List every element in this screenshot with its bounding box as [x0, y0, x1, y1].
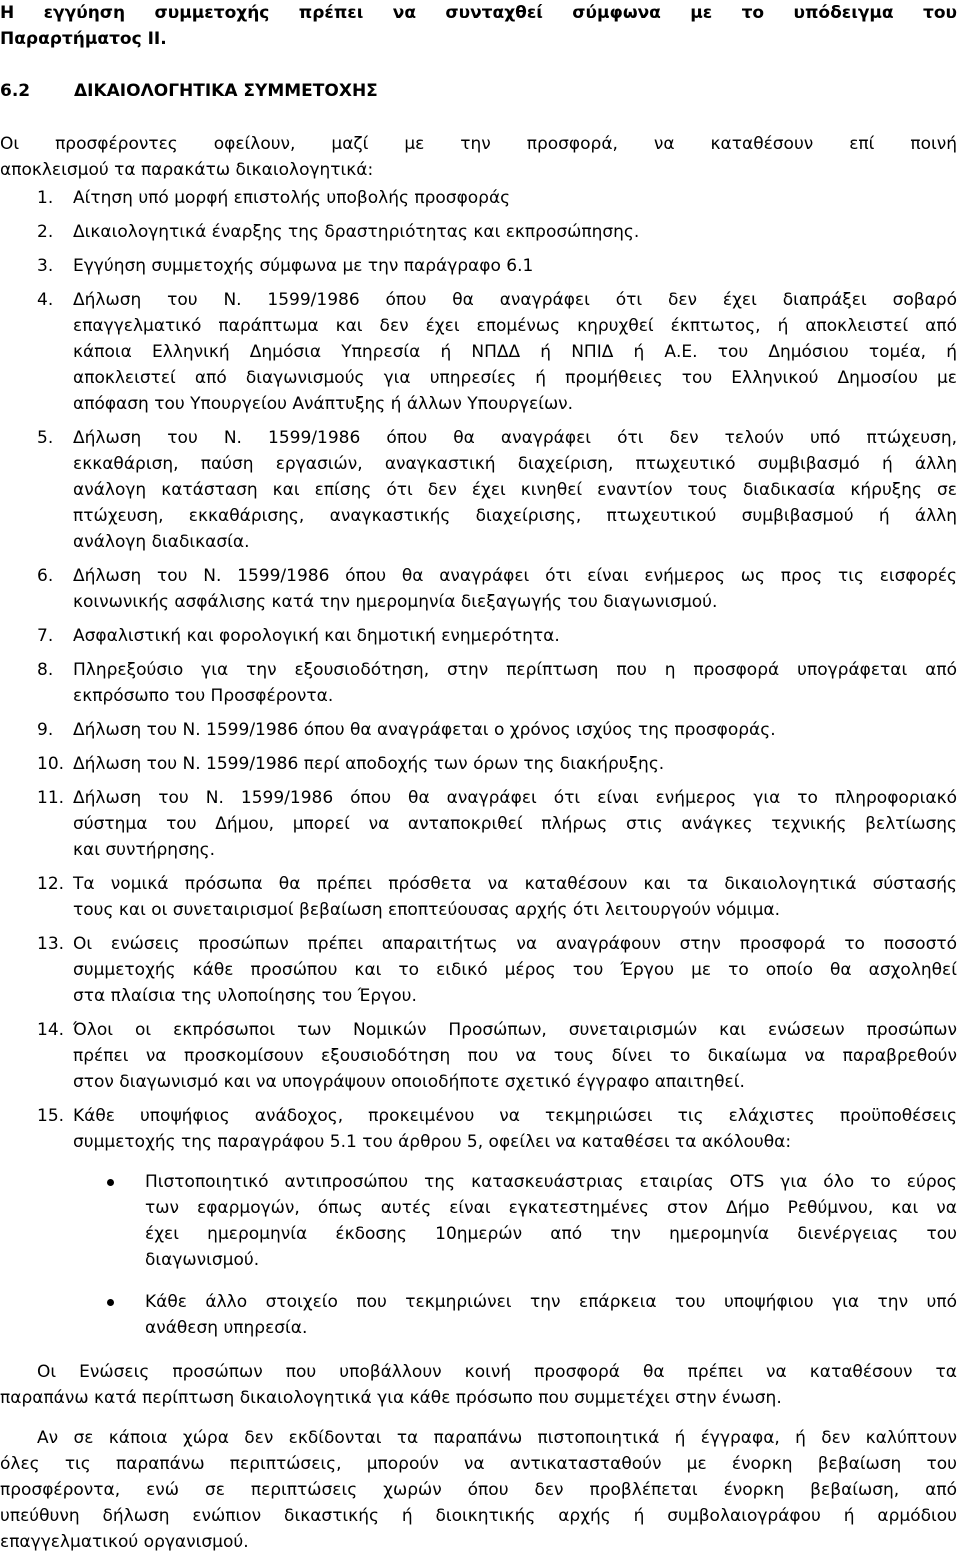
list-item-text: Εγγύηση συμμετοχής σύμφωνα με την παράγραφο 6.1 [73, 256, 534, 276]
closing-paragraph-line: παραπάνω κατά περίπτωση δικαιολογητικά για κάθε πρόσωπο που συμμετέχει στην ένωση. [0, 1388, 782, 1408]
list-item-text: Δήλωση του Ν. 1599/1986 όπου θα αναγράφει ότι δεν έχει διαπράξει σοβαρό [73, 290, 957, 310]
closing-paragraph-line: Αν σε κάποια χώρα δεν εκδίδονται τα παραπάνω πιστοποιητικά ή έγγραφα, ή δεν καλύπτουν [37, 1428, 957, 1448]
list-item-number: 2. [37, 222, 54, 242]
list-item-text: σύστημα του Δήμου, μπορεί να ανταποκριθεί πλήρως στις ανάγκες τεχνικής βελτίωσης [73, 814, 957, 834]
closing-paragraph-line: όλες τις παραπάνω περιπτώσεις, μπορούν να αντικατασταθούν με ένορκη βεβαίωση του [0, 1454, 957, 1474]
bullet-item-text: διαγωνισμού. [145, 1250, 260, 1270]
list-item-number: 7. [37, 626, 54, 646]
bullet-dot-icon [107, 1299, 114, 1306]
lead-line-2: αποκλεισμού τα παρακάτω δικαιολογητικά: [0, 160, 374, 180]
closing-paragraph-line: υπεύθυνη δήλωση ενώπιον δικαστικής ή διοικητικής αρχής ή συμβολαιογράφου ή αρμόδιου [0, 1506, 957, 1526]
list-item-text: ανάλογη διαδικασία. [73, 532, 250, 552]
list-item-text: τους και οι συνεταιρισμοί βεβαίωση εποπτεύουσας αρχής ότι λειτουργούν νόμιμα. [73, 900, 781, 920]
list-item-text: εκπρόσωπο του Προσφέροντα. [73, 686, 334, 706]
intro-line-2: Παραρτήματος ΙΙ. [0, 29, 167, 49]
list-item-number: 3. [37, 256, 54, 276]
list-item-text: πτώχευση, εκκαθάρισης, αναγκαστικής διαχείρισης, πτωχευτικού συμβιβασμού ή άλλη [73, 506, 957, 526]
list-item-text: Δήλωση του Ν. 1599/1986 όπου θα αναγράφει ότι είναι ενήμερος για το πληροφοριακό [73, 788, 957, 808]
list-item-number: 8. [37, 660, 54, 680]
list-item-number: 6. [37, 566, 54, 586]
list-item-text: Ασφαλιστική και φορολογική και δημοτική ενημερότητα. [73, 626, 560, 646]
closing-paragraph-line: προσφέροντα, ενώ σε περιπτώσεις χωρών όπου δεν προβλέπεται ένορκη βεβαίωση, από [0, 1480, 957, 1500]
list-item-number: 10. [37, 754, 65, 774]
section-title: ΔΙΚΑΙΟΛΟΓΗΤΙΚΑ ΣΥΜΜΕΤΟΧΗΣ [74, 81, 378, 101]
list-item-text: Δήλωση του Ν. 1599/1986 όπου θα αναγράφει ότι δεν τελούν υπό πτώχευση, [73, 428, 957, 448]
closing-paragraph-line: Οι Ενώσεις προσώπων που υποβάλλουν κοινή προσφορά θα πρέπει να καταθέσουν τα [37, 1362, 957, 1382]
bullet-item-text: των εφαρμογών, όπως αυτές είναι εγκατεστημένες στον Δήμο Ρεθύμνου, και να [145, 1198, 957, 1218]
list-item-text: συμμετοχής της παραγράφου 5.1 του άρθρου 5, οφείλει να καταθέσει τα ακόλουθα: [73, 1132, 792, 1152]
list-item-number: 15. [37, 1106, 65, 1126]
list-item-text: κοινωνικής ασφάλισης κατά την ημερομηνία διεξαγωγής του διαγωνισμού. [73, 592, 718, 612]
list-item-number: 14. [37, 1020, 65, 1040]
list-item-number: 5. [37, 428, 54, 448]
list-item-text: Δικαιολογητικά έναρξης της δραστηριότητας και εκπροσώπησης. [73, 222, 640, 242]
list-item-text: Δήλωση του Ν. 1599/1986 όπου θα αναγράφεται ο χρόνος ισχύος της προσφοράς. [73, 720, 776, 740]
bullet-item-text: Πιστοποιητικό αντιπροσώπου της κατασκευάστριας εταιρίας OTS για όλο το εύρος [145, 1172, 957, 1192]
list-item-text: Πληρεξούσιο για την εξουσιοδότηση, στην περίπτωση που η προσφορά υπογράφεται από [73, 660, 957, 680]
bullet-item-text: Κάθε άλλο στοιχείο που τεκμηριώνει την επάρκεια του υποψήφιου για την υπό [145, 1292, 957, 1312]
list-item-text: Δήλωση του Ν. 1599/1986 όπου θα αναγράφει ότι είναι ενήμερος ως προς τις εισφορές [73, 566, 957, 586]
list-item-text: Δήλωση του Ν. 1599/1986 περί αποδοχής των όρων της διακήρυξης. [73, 754, 665, 774]
list-item-number: 9. [37, 720, 54, 740]
list-item-text: Οι ενώσεις προσώπων πρέπει απαραιτήτως να αναγράφουν στην προσφορά το ποσοστό [73, 934, 957, 954]
list-item-text: στον διαγωνισμό και να υπογράψουν οποιοδήποτε σχετικό έγγραφο απαιτηθεί. [73, 1072, 745, 1092]
list-item-number: 1. [37, 188, 54, 208]
list-item-text: πρέπει να προσκομίσουν εξουσιοδότηση που να τους δίνει το δικαίωμα να παραβρεθούν [73, 1046, 957, 1066]
section-number: 6.2 [0, 81, 31, 101]
list-item-text: απόφαση του Υπουργείου Ανάπτυξης ή άλλων Υπουργείων. [73, 394, 574, 414]
bullet-dot-icon [107, 1179, 114, 1186]
lead-line-1: Οι προσφέροντες οφείλουν, μαζί με την προσφορά, να καταθέσουν επί ποινή [0, 134, 957, 154]
list-item-number: 13. [37, 934, 65, 954]
list-item-number: 12. [37, 874, 65, 894]
intro-line-1: Η εγγύηση συμμετοχής πρέπει να συνταχθεί σύμφωνα με το υπόδειγμα του [0, 3, 957, 23]
list-item-text: Τα νομικά πρόσωπα θα πρέπει πρόσθετα να καταθέσουν και τα δικαιολογητικά σύστασής [73, 874, 957, 894]
list-item-text: ανάλογη κατάσταση και επίσης ότι δεν έχει κινηθεί εναντίον τους διαδικασία κήρυξης σε [73, 480, 957, 500]
bullet-item-text: ανάθεση υπηρεσία. [145, 1318, 308, 1338]
list-item-number: 11. [37, 788, 65, 808]
list-item-text: αποκλειστεί από διαγωνισμούς για υπηρεσίες ή προμήθειες του Ελληνικού Δημοσίου με [73, 368, 957, 388]
bullet-item-text: έχει ημερομηνία έκδοσης 10ημερών από την ημερομηνία διενέργειας του [145, 1224, 957, 1244]
list-item-text: στα πλαίσια της υλοποίησης του Έργου. [73, 986, 417, 1006]
list-item-text: κάποια Ελληνική Δημόσια Υπηρεσία ή ΝΠΔΔ ή ΝΠΙΔ ή Α.Ε. του Δημόσιου τομέα, ή [73, 342, 957, 362]
list-item-text: Όλοι οι εκπρόσωποι των Νομικών Προσώπων, συνεταιρισμών και ενώσεων προσώπων [73, 1020, 957, 1040]
list-item-text: Αίτηση υπό μορφή επιστολής υποβολής προσφοράς [73, 188, 511, 208]
closing-paragraph-line: επαγγελματικού οργανισμού. [0, 1532, 249, 1552]
list-item-text: και συντήρησης. [73, 840, 215, 860]
list-item-text: εκκαθάριση, παύση εργασιών, αναγκαστική διαχείριση, πτωχευτικό συμβιβασμό ή άλλη [73, 454, 957, 474]
list-item-text: συμμετοχής κάθε προσώπου και το ειδικό μέρος του Έργου με το οποίο θα ασχοληθεί [73, 960, 957, 980]
list-item-text: Κάθε υποψήφιος ανάδοχος, προκειμένου να τεκμηριώσει τις ελάχιστες προϋποθέσεις [73, 1106, 957, 1126]
list-item-text: επαγγελματικό παράπτωμα και δεν έχει επομένως κηρυχθεί έκπτωτος, ή αποκλειστεί από [73, 316, 957, 336]
list-item-number: 4. [37, 290, 54, 310]
